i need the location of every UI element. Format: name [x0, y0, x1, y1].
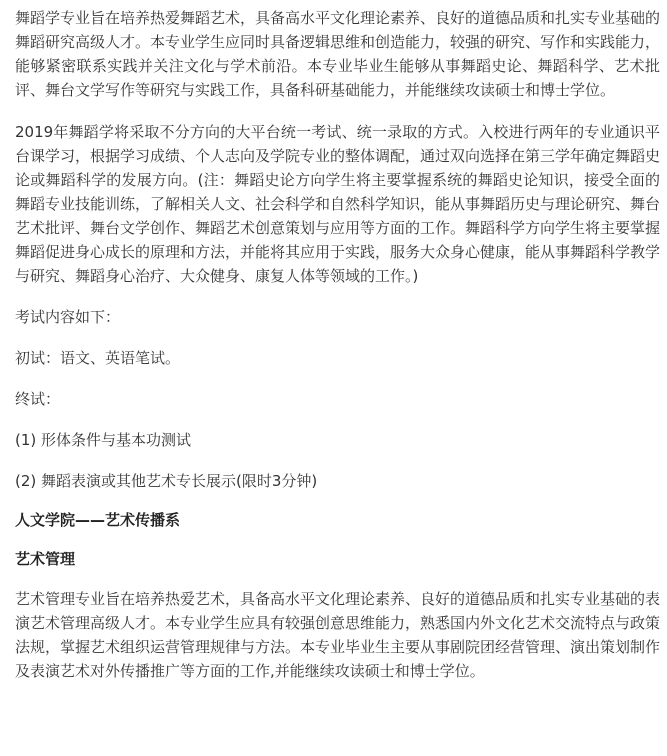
final-exam-item-2: (2) 舞蹈表演或其他艺术专长展示(限时3分钟) — [15, 472, 318, 490]
initial-exam: 初试：语文、英语笔试。 — [15, 349, 181, 367]
art-management-intro: 艺术管理专业旨在培养热爱艺术，具备高水平文化理论素养、良好的道德品质和扎实专业基础的表演艺术管理高级人才。本专业学生应具有较强创意思维能力，熟悉国内外文化艺术交流特点与政策法规，掌握艺术组织运营管理规律与方法。本专业毕业生主要从事剧院团经营管理、演出策划制作及表演艺术对外传播推广等方面的工作,并能继续攻读硕士和博士学位。 — [15, 590, 661, 680]
dance-major-intro: 舞蹈学专业旨在培养热爱舞蹈艺术，具备高水平文化理论素养、良好的道德品质和扎实专业基础的舞蹈研究高级人才。本专业学生应同时具备逻辑思维和创造能力，较强的研究、写作和实践能力，能够紧密联系实践并关注文化与学术前沿。本专业毕业生能够从事舞蹈史论、舞蹈科学、艺术批评、舞台文学写作等研究与实践工作，具备科研基础能力，并能继续攻读硕士和博士学位。 — [15, 9, 661, 99]
article-content — [15, 0, 660, 683]
school-heading: 人文学院——艺术传播系 — [15, 511, 181, 529]
exam-content-label: 考试内容如下： — [15, 308, 121, 326]
dance-2019-admission: 2019年舞蹈学将采取不分方向的大平台统一考试、统一录取的方式。入校进行两年的专业通识平台课学习，根据学习成绩、个人志向及学院专业的整体调配，通过双向选择在第三学年确定舞蹈史论或舞蹈科学的发展方向。(注：舞蹈史论方向学生将主要掌握系统的舞蹈史论知识，接受全面的舞蹈专业技能训练，了解相关人文、社会科学和自然科学知识，能从事舞蹈历史与理论研究、舞台艺术批评、舞台文学创作、舞蹈艺术创意策划与应用等方面的工作。舞蹈科学方向学生将主要掌握舞蹈促进身心成长的原理和方法，并能将其应用于实践，服务大众身心健康，能从事舞蹈科学教学与研究、舞蹈身心治疗、大众健身、康复人体等领域的工作。) — [15, 123, 661, 285]
major-heading: 艺术管理 — [15, 550, 76, 568]
final-exam-item-1: (1) 形体条件与基本功测试 — [15, 431, 192, 449]
final-exam-label: 终试： — [15, 390, 61, 408]
